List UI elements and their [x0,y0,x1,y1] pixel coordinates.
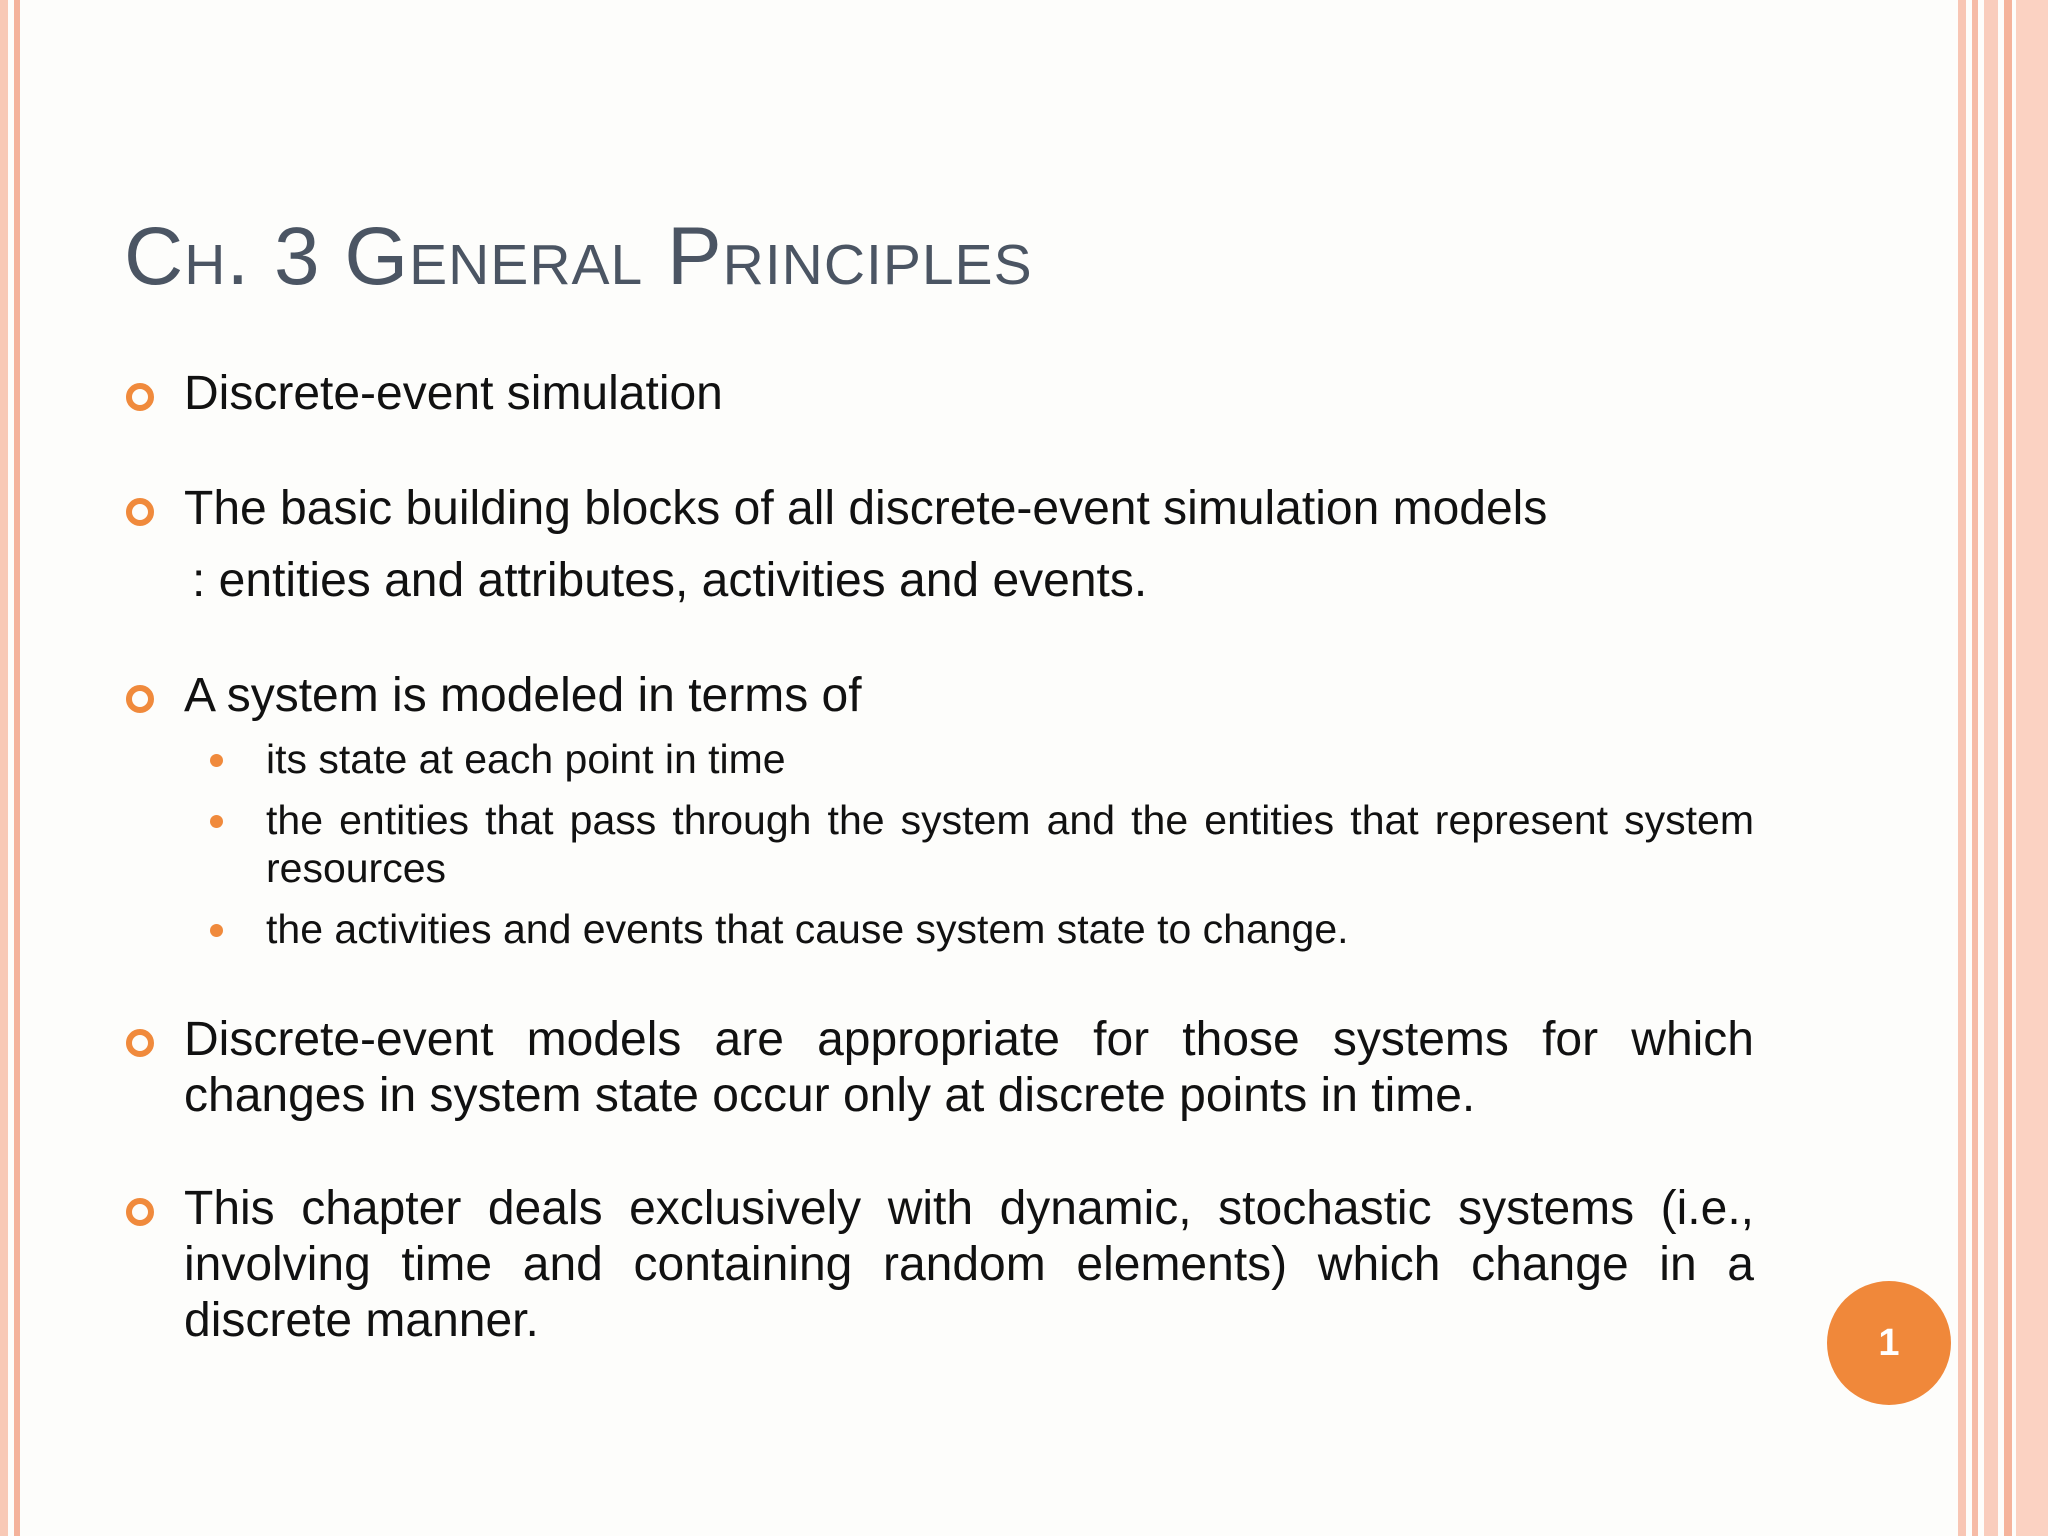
dot-bullet-icon [210,924,223,937]
dot-bullet-icon [210,815,223,828]
ring-bullet-icon [126,1198,154,1226]
bullet-text: This chapter deals exclusively with dynamic, stochastic systems (i.e., involving time and containing random elements) which change in a discrete manner. [184,1182,1754,1347]
right-border-stripe [2016,0,2048,1536]
left-border-stripe [0,0,8,1536]
page-number-badge: 1 [1827,1281,1951,1405]
bullet-item [184,481,1754,537]
sub-bullet-item [266,735,1754,783]
dot-bullet-icon [210,754,223,767]
sub-bullet-item [266,796,1754,892]
ring-bullet-icon [126,1029,154,1057]
ring-bullet-icon [126,498,154,526]
right-border-stripe [1972,0,1978,1536]
sub-bullet-text: the entities that pass through the system and the entities that represent system resources [266,797,1754,891]
right-border-stripe [2004,0,2012,1536]
bullet-text: The basic building blocks of all discrete-event simulation models [184,482,1548,535]
right-border-stripe [1984,0,1998,1536]
right-border-stripe [1958,0,1966,1536]
bullet-text: A system is modeled in terms of [184,669,862,722]
bullet-continuation: : entities and attributes, activities and events. [192,554,1148,607]
sub-bullet-text: its state at each point in time [266,736,786,782]
bullet-text: Discrete-event models are appropriate for those systems for which changes in system state occur only at discrete points in time. [184,1013,1754,1122]
ring-bullet-icon [126,685,154,713]
bullet-item [184,1181,1754,1349]
bullet-item [184,668,1754,724]
sub-bullet-text: the activities and events that cause system state to change. [266,906,1349,952]
bullet-text: Discrete-event simulation [184,367,723,420]
bullet-item [184,1012,1754,1124]
sub-bullet-item [266,905,1754,953]
bullet-item [184,366,1754,422]
slide-title: Ch. 3 General Principles [124,211,1033,302]
left-border-stripe [14,0,20,1536]
ring-bullet-icon [126,383,154,411]
